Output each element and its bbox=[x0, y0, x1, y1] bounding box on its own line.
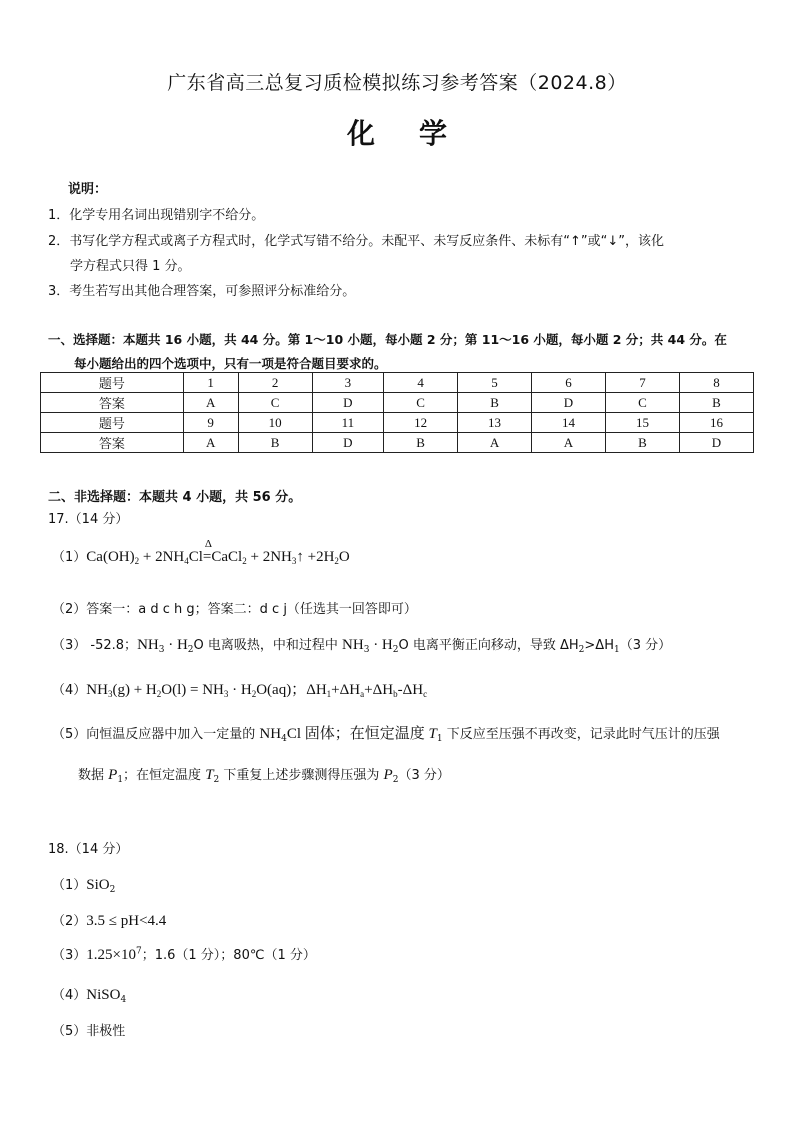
table-cell: B bbox=[605, 433, 679, 453]
table-cell: 答案 bbox=[41, 433, 184, 453]
eq-sub: 3 bbox=[107, 689, 113, 699]
eq-text: + 2NH bbox=[246, 549, 292, 565]
eq-text: Cl 固体；在恒定温度 bbox=[286, 726, 429, 742]
eq-text: · H bbox=[228, 682, 252, 698]
answer-text: ；1.6（1 分）；80℃（1 分） bbox=[141, 948, 316, 963]
q18-part1 bbox=[52, 874, 115, 894]
part-number: （1） bbox=[52, 550, 87, 565]
table-cell: 题号 bbox=[41, 373, 184, 393]
table-cell: 12 bbox=[384, 413, 458, 433]
eq-sub: 2 bbox=[334, 556, 339, 566]
eq-text: NH bbox=[137, 637, 159, 653]
q17-part4 bbox=[52, 678, 427, 699]
table-cell: 1 bbox=[183, 373, 238, 393]
table-cell: D bbox=[312, 433, 383, 453]
score-note: （3 分） bbox=[398, 768, 450, 783]
eq-text: +ΔH bbox=[331, 682, 361, 698]
part-number: （3） bbox=[52, 948, 87, 963]
table-cell: B bbox=[384, 433, 458, 453]
table-cell: D bbox=[312, 393, 383, 413]
eq-sub: 1 bbox=[117, 775, 124, 785]
answer-text: 下反应至压强不再改变，记录此时气压计的压强 bbox=[442, 727, 720, 742]
table-row bbox=[41, 373, 754, 393]
eq-text: NH bbox=[86, 682, 108, 698]
table-cell: A bbox=[532, 433, 606, 453]
q18-part3 bbox=[52, 944, 316, 964]
q17-part1 bbox=[52, 538, 350, 566]
table-cell: 10 bbox=[238, 413, 312, 433]
subject-char-2: 学 bbox=[419, 117, 448, 150]
eq-text: SiO bbox=[86, 877, 110, 893]
table-cell: 13 bbox=[458, 413, 532, 433]
q17-part5 bbox=[52, 722, 720, 743]
section1-heading-cont: 每小题给出的四个选项中，只有一项是符合题目要求的。 bbox=[74, 356, 387, 371]
eq-text: ΔH bbox=[306, 682, 327, 698]
table-cell: A bbox=[458, 433, 532, 453]
q17-label: 17.（14 分） bbox=[48, 512, 129, 527]
table-cell: 16 bbox=[679, 413, 753, 433]
q18-part4 bbox=[52, 984, 126, 1004]
part-number: （3） bbox=[52, 638, 87, 653]
eq-text: +2H bbox=[303, 549, 335, 565]
eq-sub: 4 bbox=[281, 734, 287, 744]
table-cell: C bbox=[384, 393, 458, 413]
equation bbox=[86, 538, 350, 566]
note-1: 1．化学专用名词出现错别字不给分。 bbox=[48, 208, 265, 223]
table-cell: 14 bbox=[532, 413, 606, 433]
answer-text: 下重复上述步骤测得压强为 bbox=[219, 768, 384, 783]
heat-condition bbox=[202, 538, 212, 566]
table-cell: A bbox=[183, 433, 238, 453]
eq-text: · H bbox=[164, 637, 188, 653]
answer-text: 数据 bbox=[78, 768, 109, 783]
part-number: （4） bbox=[52, 683, 87, 698]
q17-part3 bbox=[52, 634, 671, 654]
eq-sub: b bbox=[393, 689, 398, 699]
eq-sub: 1 bbox=[436, 734, 443, 744]
table-cell: D bbox=[679, 433, 753, 453]
table-cell: 答案 bbox=[41, 393, 184, 413]
score-note: （3 分） bbox=[619, 638, 672, 653]
eq-text: O bbox=[338, 549, 350, 565]
eq-text: -ΔH bbox=[397, 682, 424, 698]
eq-sub: 2 bbox=[578, 645, 585, 655]
eq-text: CaCl bbox=[211, 549, 243, 565]
table-cell: 8 bbox=[679, 373, 753, 393]
table-cell: 4 bbox=[384, 373, 458, 393]
eq-text: Ca bbox=[86, 549, 103, 565]
table-row bbox=[41, 413, 754, 433]
answer-text: O 电离吸热，中和过程中 bbox=[193, 638, 343, 653]
table-cell: 2 bbox=[238, 373, 312, 393]
eq-sub: 2 bbox=[392, 775, 399, 785]
note-3: 3．考生若写出其他合理答案，可参照评分标准给分。 bbox=[48, 284, 356, 299]
table-cell: B bbox=[458, 393, 532, 413]
eq-text: 1.25×10 bbox=[86, 947, 136, 963]
eq-sub: 2 bbox=[187, 645, 194, 655]
eq-text: NH bbox=[259, 726, 282, 742]
part-number: （2） bbox=[52, 914, 87, 929]
symbol-P: P bbox=[108, 767, 118, 783]
eq-sub: a bbox=[360, 689, 365, 699]
table-cell: 7 bbox=[605, 373, 679, 393]
part-number: （5） bbox=[52, 727, 87, 742]
eq-sub: 1 bbox=[613, 645, 620, 655]
section1-heading: 一、选择题：本题共 16 小题，共 44 分。第 1～10 小题，每小题 2 分；第 11～16 小题，每小题 2 分；共 44 分。在 bbox=[48, 332, 727, 347]
table-cell: B bbox=[238, 433, 312, 453]
table-cell: A bbox=[183, 393, 238, 413]
note-2-cont: 学方程式只得 1 分。 bbox=[70, 259, 191, 274]
answer-text: O 电离平衡正向移动，导致 ΔH bbox=[398, 638, 579, 653]
table-cell: 题号 bbox=[41, 413, 184, 433]
q18-label: 18.（14 分） bbox=[48, 842, 129, 857]
eq-sub: 4 bbox=[184, 556, 189, 566]
eq-sub: 1 bbox=[326, 689, 332, 699]
eq-text: NiSO bbox=[86, 987, 121, 1003]
eq-text: +ΔH bbox=[364, 682, 394, 698]
table-cell: 9 bbox=[183, 413, 238, 433]
equation bbox=[86, 682, 427, 698]
document-title: 广东省高三总复习质检模拟练习参考答案（2024.8） bbox=[167, 72, 627, 94]
eq-sub: 2 bbox=[109, 885, 116, 895]
eq-sub: 3 bbox=[363, 645, 370, 655]
answer-text: ；在恒定温度 bbox=[123, 768, 206, 783]
table-cell: 6 bbox=[532, 373, 606, 393]
delta-mark: Δ bbox=[204, 538, 212, 550]
notes-heading: 说明： bbox=[68, 182, 108, 197]
answer-text: 向恒温反应器中加入一定量的 bbox=[86, 727, 260, 742]
q17-part5-cont bbox=[78, 764, 450, 784]
table-cell: 15 bbox=[605, 413, 679, 433]
table-cell: C bbox=[605, 393, 679, 413]
symbol-T: T bbox=[205, 767, 214, 783]
part-number: （1） bbox=[52, 878, 87, 893]
eq-sub: 2 bbox=[134, 556, 140, 566]
eq-text: O(aq)； bbox=[256, 682, 307, 698]
eq-sub: 3 bbox=[291, 556, 297, 566]
eq-sub: 2 bbox=[392, 645, 399, 655]
eq-sign: = bbox=[202, 549, 212, 565]
table-cell: B bbox=[679, 393, 753, 413]
table-row bbox=[41, 433, 754, 453]
eq-sub: 3 bbox=[223, 689, 229, 699]
section2-heading: 二、非选择题：本题共 4 小题，共 56 分。 bbox=[48, 490, 302, 505]
table-cell: 11 bbox=[312, 413, 383, 433]
eq-text: 3.5 ≤ pH<4.4 bbox=[86, 913, 167, 929]
q17-part2: （2）答案一：a d c h g；答案二：d c j（任选其一回答即可） bbox=[52, 602, 417, 617]
eq-sup: 7 bbox=[136, 946, 142, 957]
table-row bbox=[41, 393, 754, 413]
eq-text: (g) + H bbox=[112, 682, 157, 698]
eq-text: Cl bbox=[188, 549, 203, 565]
eq-sub: 2 bbox=[251, 689, 257, 699]
table-cell: 3 bbox=[312, 373, 383, 393]
eq-sub: c bbox=[423, 689, 428, 699]
gas-arrow: ↑ bbox=[296, 549, 304, 565]
q18-part5: （5）非极性 bbox=[52, 1024, 126, 1039]
eq-sub: 3 bbox=[158, 645, 165, 655]
subject-title bbox=[0, 112, 794, 152]
note-2: 2．书写化学方程式或离子方程式时，化学式写错不给分。未配平、未写反应条件、未标有“↑”或“↓”，该化 bbox=[48, 234, 664, 249]
eq-text: · H bbox=[369, 637, 393, 653]
q18-part2 bbox=[52, 910, 166, 930]
eq-sub: 2 bbox=[156, 689, 162, 699]
eq-text: O(l) = NH bbox=[161, 682, 224, 698]
eq-sub: 4 bbox=[120, 995, 127, 1005]
part-number: （4） bbox=[52, 988, 87, 1003]
answer-table bbox=[40, 372, 754, 453]
table-cell: 5 bbox=[458, 373, 532, 393]
answer-text: -52.8； bbox=[86, 638, 138, 653]
table-cell: C bbox=[238, 393, 312, 413]
eq-text: + 2NH bbox=[139, 549, 185, 565]
eq-text: NH bbox=[342, 637, 364, 653]
eq-text: (OH) bbox=[102, 549, 135, 565]
symbol-P: P bbox=[383, 767, 393, 783]
symbol-T: T bbox=[428, 726, 437, 742]
eq-sub: 2 bbox=[242, 556, 247, 566]
subject-char-1: 化 bbox=[346, 117, 375, 150]
answer-text: >ΔH bbox=[584, 638, 614, 653]
table-cell: D bbox=[532, 393, 606, 413]
eq-sub: 2 bbox=[213, 775, 220, 785]
